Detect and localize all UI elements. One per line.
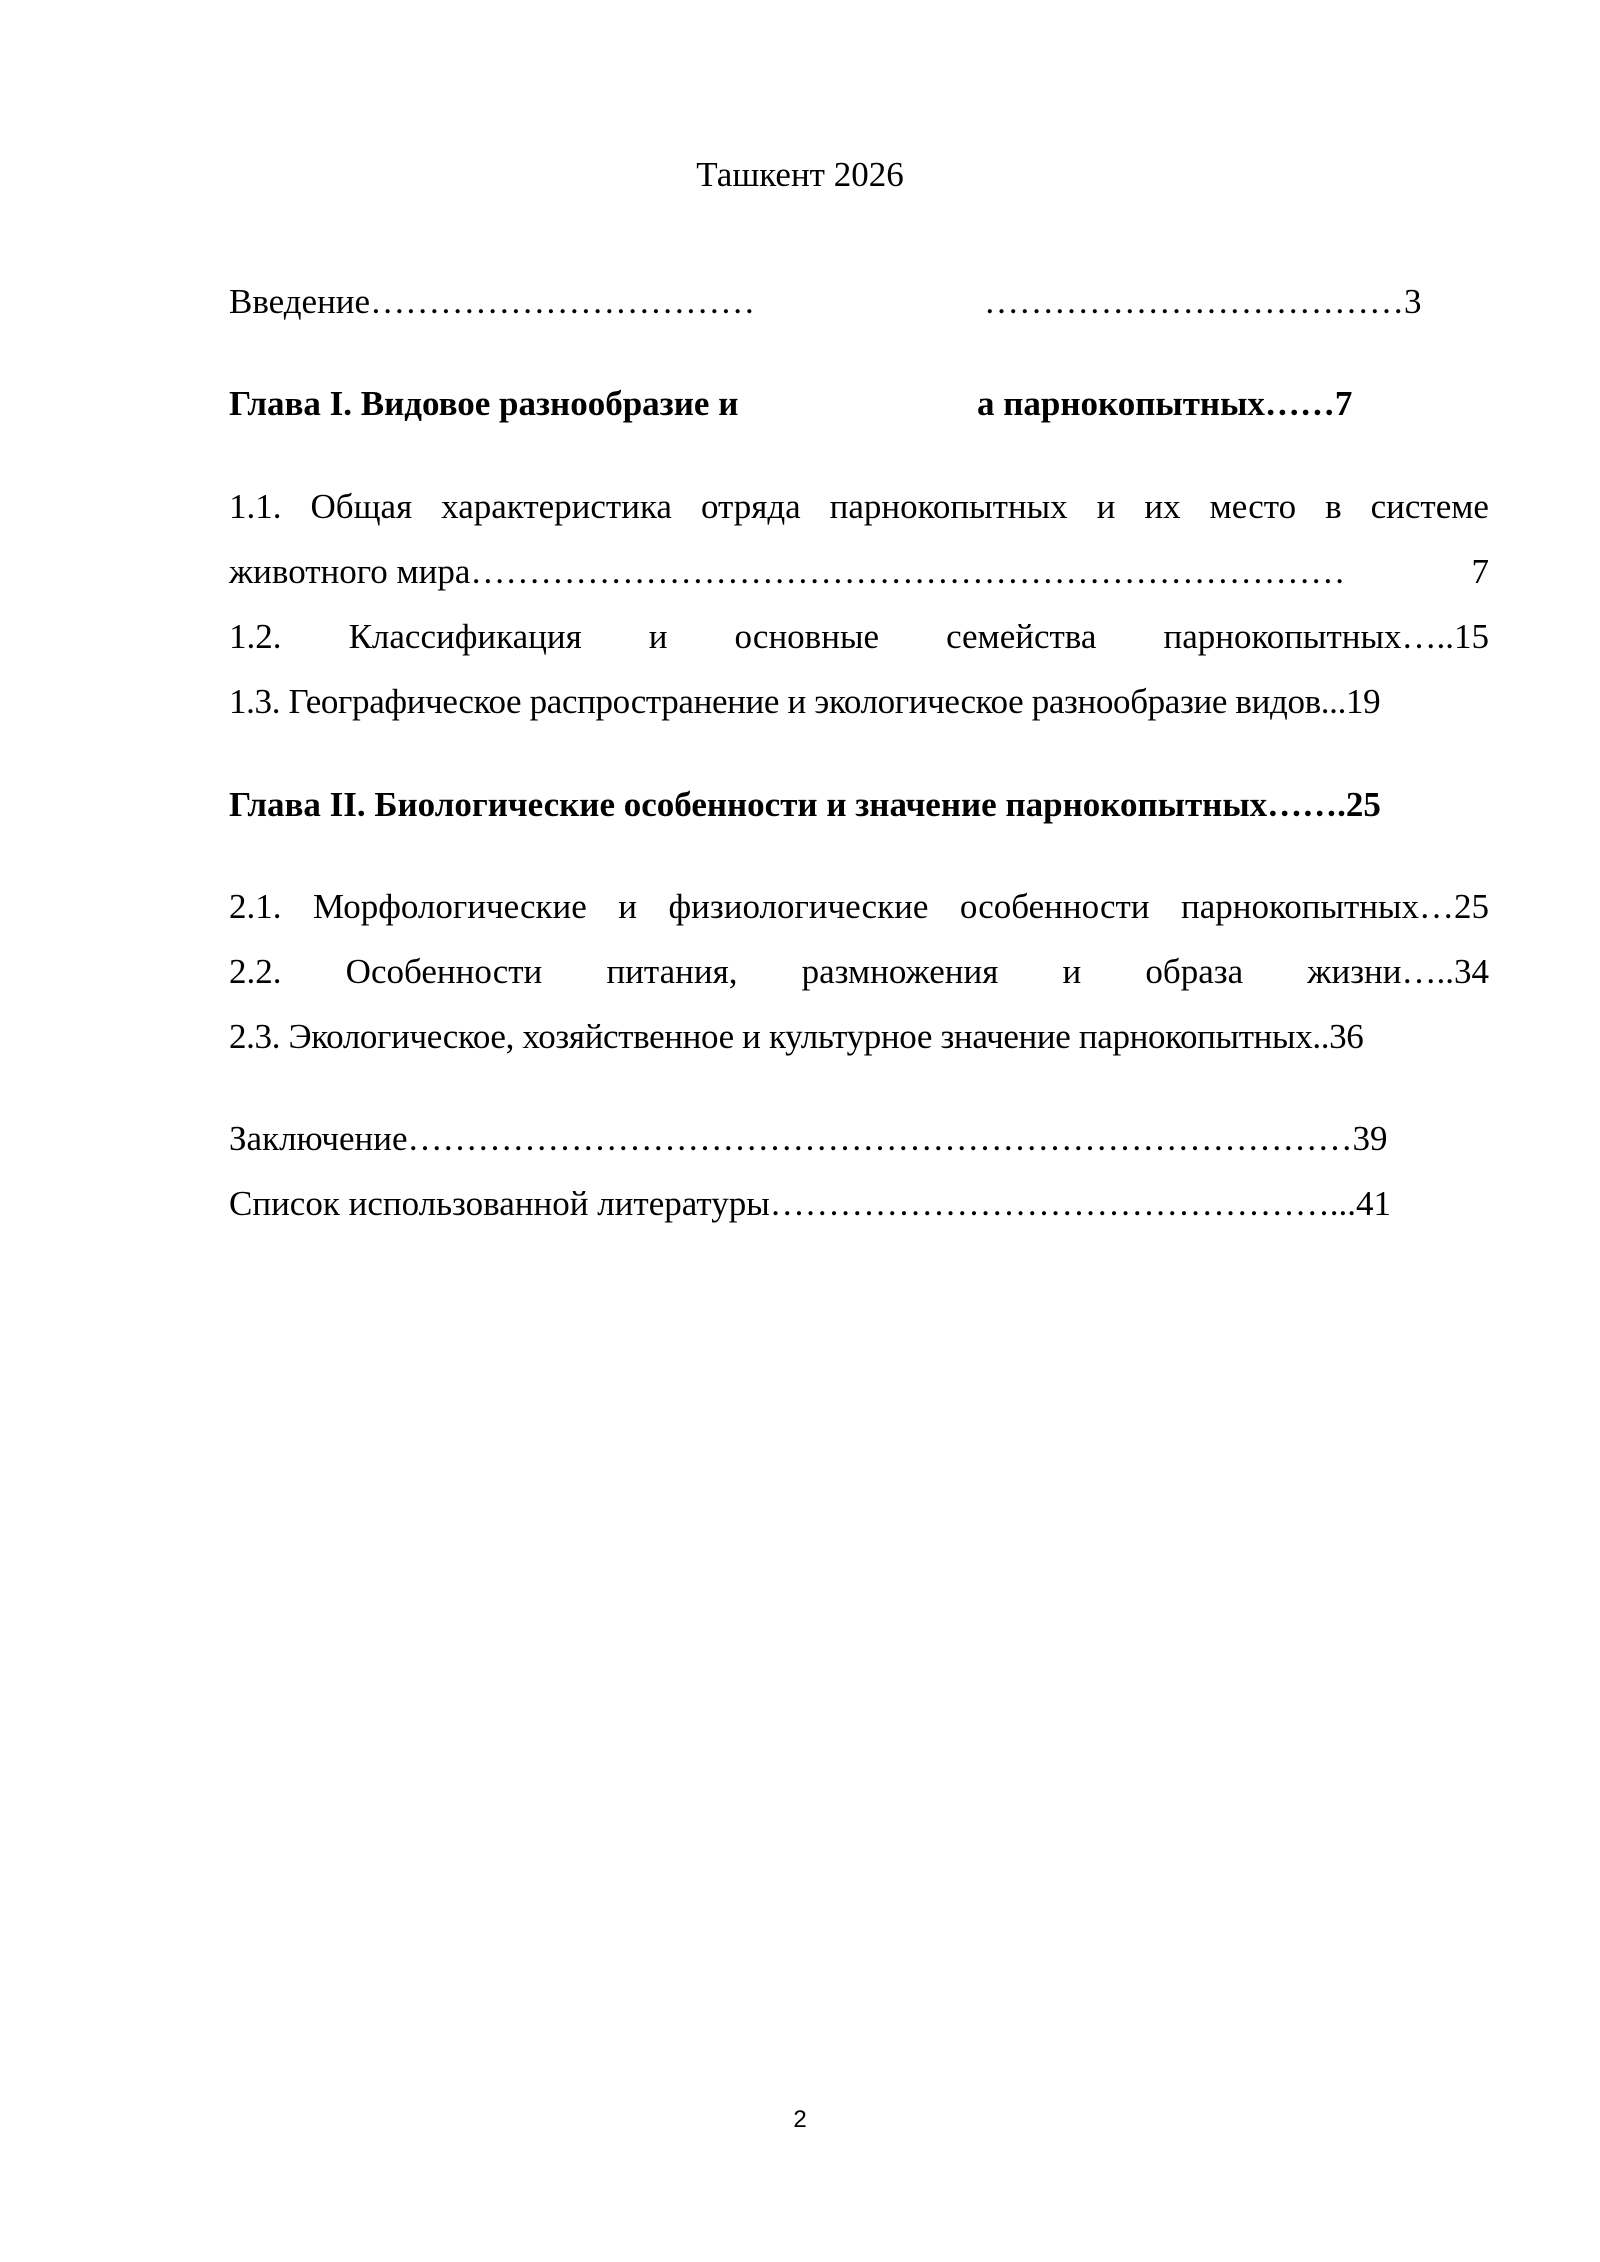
- toc-1-2-word: Классификация: [348, 617, 582, 656]
- toc-1-1-word: Общая: [310, 487, 413, 526]
- toc-conclusion: Заключение………………………………………………………………………39: [229, 1119, 1388, 1158]
- toc-1-1-page: 7: [1471, 552, 1489, 591]
- toc-intro-right: [984, 277, 1422, 327]
- toc-section-1-2: [229, 612, 1489, 662]
- toc-1-1-word: их: [1144, 487, 1181, 526]
- toc-intro-label: Введение: [229, 282, 371, 321]
- page-number: 2: [793, 2106, 807, 2133]
- toc-2-2-word: и: [1062, 952, 1082, 991]
- toc-2-1-word: особенности: [959, 887, 1150, 926]
- toc-2-1-word: 2.1.: [229, 887, 282, 926]
- toc-2-2-word: размножения: [801, 952, 999, 991]
- toc-2-1-word: и: [618, 887, 638, 926]
- toc-chapter1: [229, 379, 1489, 429]
- toc-section-2-1: [229, 882, 1489, 932]
- toc-2-1-word: физиологические: [668, 887, 929, 926]
- toc-1-1-word: системе: [1370, 487, 1489, 526]
- toc-1-1-word: отряда: [700, 487, 801, 526]
- toc-1-1-word: и: [1096, 487, 1116, 526]
- toc-1-1-word: характеристика: [441, 487, 672, 526]
- toc-chapter1-heading-left: Глава I. Видовое разнообразие и: [229, 384, 739, 423]
- toc-intro-dots-left: ……………………………: [370, 282, 756, 321]
- toc-1-1-word: парнокопытных: [829, 487, 1068, 526]
- toc-section-1-3: 1.3. Географическое распространение и экологическое разнообразие видов...19: [229, 682, 1381, 721]
- toc-2-2-word: питания,: [606, 952, 738, 991]
- toc-2-1-word: Морфологические: [312, 887, 587, 926]
- toc-1-2-word: парнокопытных…..15: [1163, 617, 1489, 656]
- toc-1-1-dots: …………………………………………………………………: [470, 552, 1346, 591]
- toc-section-2-3: 2.3. Экологическое, хозяйственное и культурное значение парнокопытных..36: [229, 1017, 1364, 1056]
- toc-2-1-word: парнокопытных…25: [1180, 887, 1489, 926]
- toc-intro-dots-right: ………………………………: [984, 282, 1404, 321]
- toc-section-2-2: [229, 947, 1489, 997]
- toc-2-2-word: образа: [1145, 952, 1244, 991]
- toc-1-2-word: семейства: [946, 617, 1097, 656]
- toc-1-1-word: место: [1209, 487, 1297, 526]
- toc-1-1-word: в: [1325, 487, 1342, 526]
- toc-intro: [229, 277, 1489, 327]
- toc-intro-page: 3: [1404, 282, 1422, 321]
- toc-section-1-1-cont: [229, 547, 1489, 597]
- toc-section-1-1: [229, 482, 1489, 532]
- toc-references: Список использованной литературы…………………………………………...41: [229, 1184, 1391, 1223]
- toc-1-2-word: 1.2.: [229, 617, 282, 656]
- toc-chapter2: Глава II. Биологические особенности и значение парнокопытных…….25: [229, 785, 1381, 824]
- toc-1-2-word: и: [648, 617, 668, 656]
- toc-1-1-cont: животного мира: [229, 552, 471, 591]
- toc-2-2-word: 2.2.: [229, 952, 282, 991]
- toc-chapter1-heading-right: а парнокопытных……7: [977, 384, 1353, 423]
- toc-1-1-word: 1.1.: [229, 487, 282, 526]
- toc-2-2-word: Особенности: [345, 952, 543, 991]
- toc-1-2-word: основные: [734, 617, 879, 656]
- toc-2-2-word: жизни…..34: [1307, 952, 1489, 991]
- city-year-header: Ташкент 2026: [696, 155, 904, 194]
